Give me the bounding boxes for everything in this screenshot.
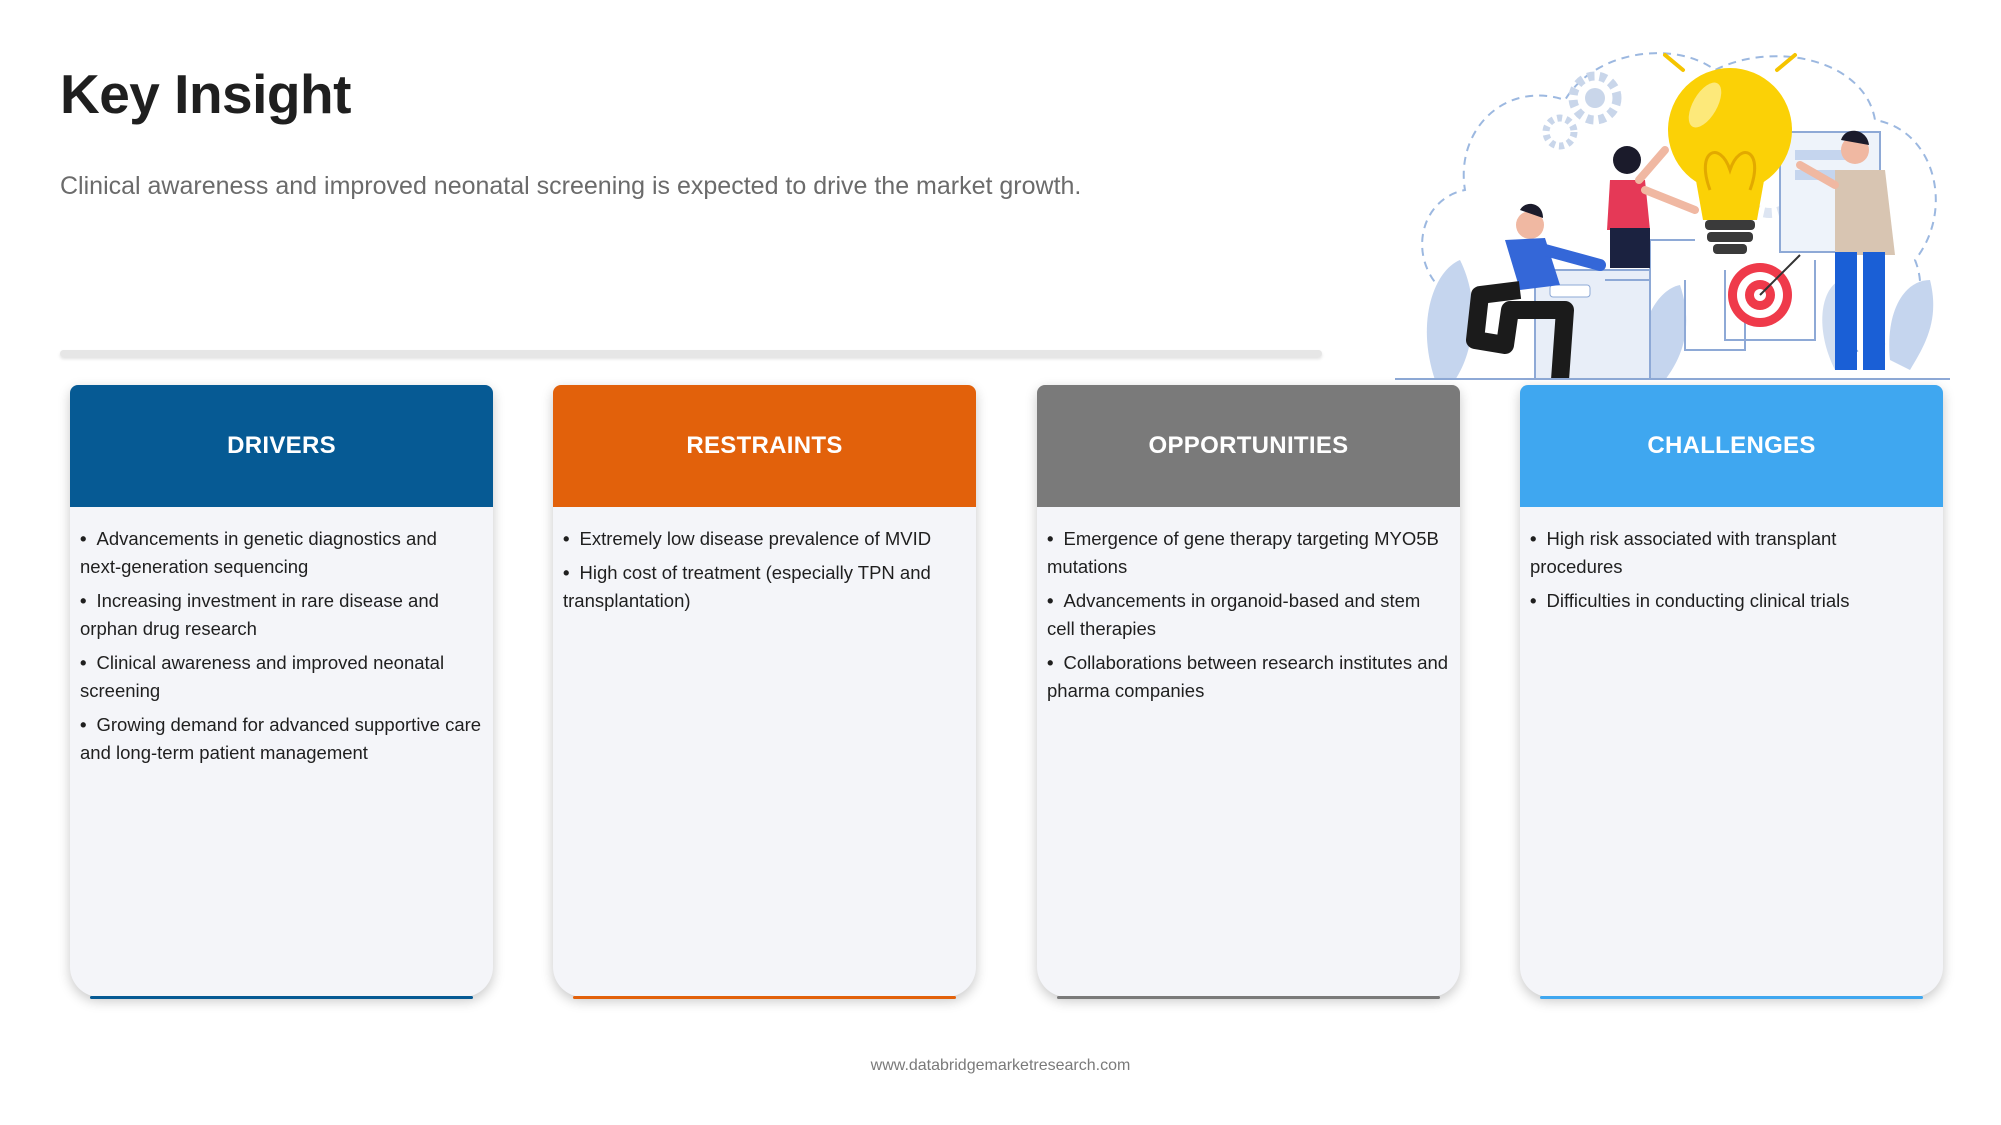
page-subtitle: Clinical awareness and improved neonatal screening is expected to drive the market growth. <box>60 172 1082 200</box>
card-challenges <box>1520 385 1943 997</box>
card-restraints-accent <box>573 996 956 999</box>
card-restraints <box>553 385 976 997</box>
list-item: • Emergence of gene therapy targeting MYO5B mutations <box>1047 528 1439 577</box>
card-opportunities-header: OPPORTUNITIES <box>1037 385 1460 507</box>
card-challenges-header: CHALLENGES <box>1520 385 1943 507</box>
list-item: • Extremely low disease prevalence of MVID <box>563 528 932 549</box>
card-drivers <box>70 385 493 997</box>
card-opportunities <box>1037 385 1460 997</box>
list-item: • Difficulties in conducting clinical trials <box>1530 590 1850 611</box>
card-challenges-accent <box>1540 996 1923 999</box>
footer-url: www.databridgemarketresearch.com <box>870 1057 1131 1074</box>
list-item: • Advancements in organoid-based and stem cell therapies <box>1047 590 1421 639</box>
list-item: • High cost of treatment (especially TPN and transplantation) <box>563 562 931 611</box>
card-opportunities-list <box>1037 507 1460 705</box>
card-drivers-list <box>70 507 493 767</box>
card-drivers-accent <box>90 996 473 999</box>
idea-lightbulb-team-illustration <box>1395 40 1950 380</box>
card-restraints-header: RESTRAINTS <box>553 385 976 507</box>
list-item: • High risk associated with transplant procedures <box>1530 528 1837 577</box>
page-title: Key Insight <box>60 63 351 125</box>
card-restraints-list <box>553 507 976 615</box>
card-opportunities-accent <box>1057 996 1440 999</box>
list-item: • Increasing investment in rare disease and orphan drug research <box>80 590 439 639</box>
list-item: • Growing demand for advanced supportive care and long-term patient management <box>80 714 482 763</box>
card-drivers-header: DRIVERS <box>70 385 493 507</box>
list-item: • Advancements in genetic diagnostics and next-generation sequencing <box>80 528 437 577</box>
list-item: • Clinical awareness and improved neonatal screening <box>80 652 445 701</box>
header-divider <box>60 350 1322 357</box>
list-item: • Collaborations between research institutes and pharma companies <box>1047 652 1449 701</box>
card-challenges-list <box>1520 507 1943 615</box>
